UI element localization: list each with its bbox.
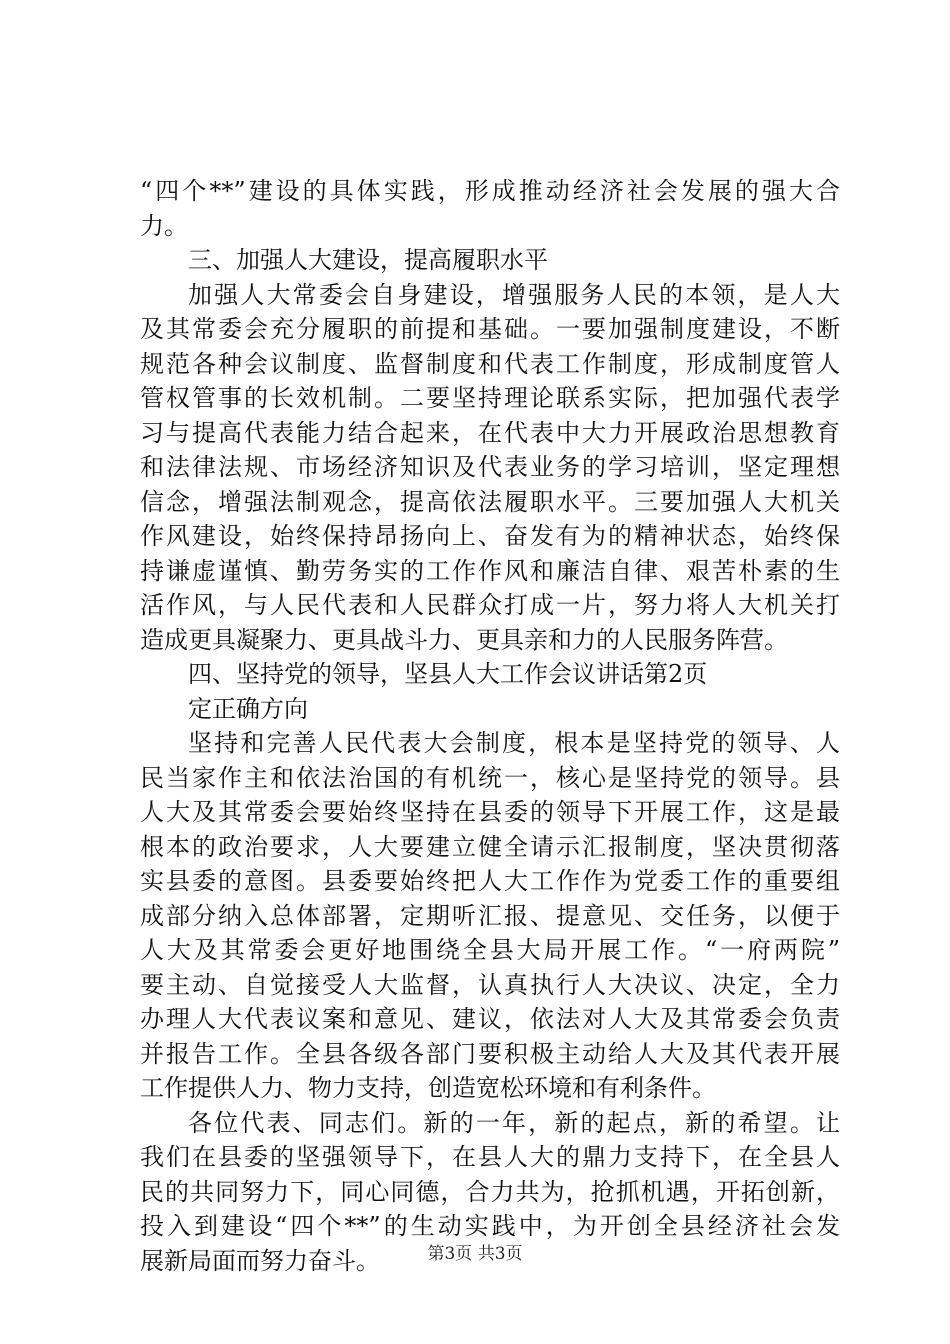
text-line: 人大及其常委会要始终坚持在县委的领导下开展工作，这是最 — [140, 798, 840, 826]
text-line: 展新局面而努力奋斗。 — [140, 1246, 380, 1275]
text-line: 加强人大常委会自身建设，增强服务人民的本领，是人大 — [188, 280, 840, 309]
text-line: 信念，增强法制观念，提高依法履职水平。三要加强人大机关 — [140, 487, 840, 516]
text-line: 规范各种会议制度、监督制度和代表工作制度，形成制度管人 — [140, 349, 840, 378]
section-heading: 四、坚持党的领导，坚县人大工作会议讲话第2页 — [188, 660, 708, 688]
text-line: 人大及其常委会更好地围绕全县大局开展工作。“一府两院” — [140, 936, 840, 964]
text-line: 持谦虚谨慎、勤劳务实的工作作风和廉洁自律、艰苦朴素的生 — [140, 556, 840, 585]
text-line: 成部分纳入总体部署，定期听汇报、提意见、交任务，以便于 — [140, 901, 840, 930]
text-line: 坚持和完善人民代表大会制度，根本是坚持党的领导、人 — [188, 729, 840, 757]
text-line: 工作提供人力、物力支持，创造宽松环境和有利条件。 — [140, 1074, 716, 1102]
text-line: 民的共同努力下，同心同德，合力共为，抢抓机遇，开拓创新， — [140, 1177, 840, 1206]
text-line: 办理人大代表议案和意见、建议，依法对人大及其常委会负责 — [140, 1005, 840, 1033]
text-line: 习与提高代表能力结合起来，在代表中大力开展政治思想教育 — [140, 418, 840, 447]
document-body — [140, 174, 840, 1278]
text-line: 根本的政治要求，人大要建立健全请示汇报制度，坚决贯彻落 — [140, 832, 840, 861]
text-line: 管权管事的长效机制。二要坚持理论联系实际，把加强代表学 — [140, 384, 840, 412]
text-line: “四个**”建设的具体实践，形成推动经济社会发展的强大合 — [140, 177, 840, 205]
section-heading: 三、加强人大建设，提高履职水平 — [188, 246, 548, 274]
page-footer — [0, 1242, 950, 1266]
text-line: 各位代表、同志们。新的一年，新的起点，新的希望。让 — [188, 1108, 840, 1137]
text-line: 我们在县委的坚强领导下，在县人大的鼎力支持下，在全县人 — [140, 1143, 840, 1171]
page-number: 第3页 共3页 — [427, 1244, 523, 1264]
text-line: 实县委的意图。县委要始终把人大工作作为党委工作的重要组 — [140, 867, 840, 895]
text-line: 和法律法规、市场经济知识及代表业务的学习培训，坚定理想 — [140, 453, 840, 481]
text-line: 民当家作主和依法治国的有机统一，核心是坚持党的领导。县 — [140, 763, 840, 792]
text-line: 投入到建设“四个**”的生动实践中，为开创全县经济社会发 — [140, 1212, 840, 1240]
text-line: 并报告工作。全县各级各部门要积极主动给人大及其代表开展 — [140, 1039, 840, 1068]
text-line: 力。 — [140, 211, 188, 240]
text-line: 活作风，与人民代表和人民群众打成一片，努力将人大机关打 — [140, 591, 840, 619]
text-line: 及其常委会充分履职的前提和基础。一要加强制度建设，不断 — [140, 315, 840, 343]
section-heading: 定正确方向 — [188, 694, 308, 723]
text-line: 要主动、自觉接受人大监督，认真执行人大决议、决定，全力 — [140, 970, 840, 999]
text-line: 造成更具凝聚力、更具战斗力、更具亲和力的人民服务阵营。 — [140, 625, 788, 654]
text-line: 作风建设，始终保持昂扬向上、奋发有为的精神状态，始终保 — [140, 522, 840, 550]
